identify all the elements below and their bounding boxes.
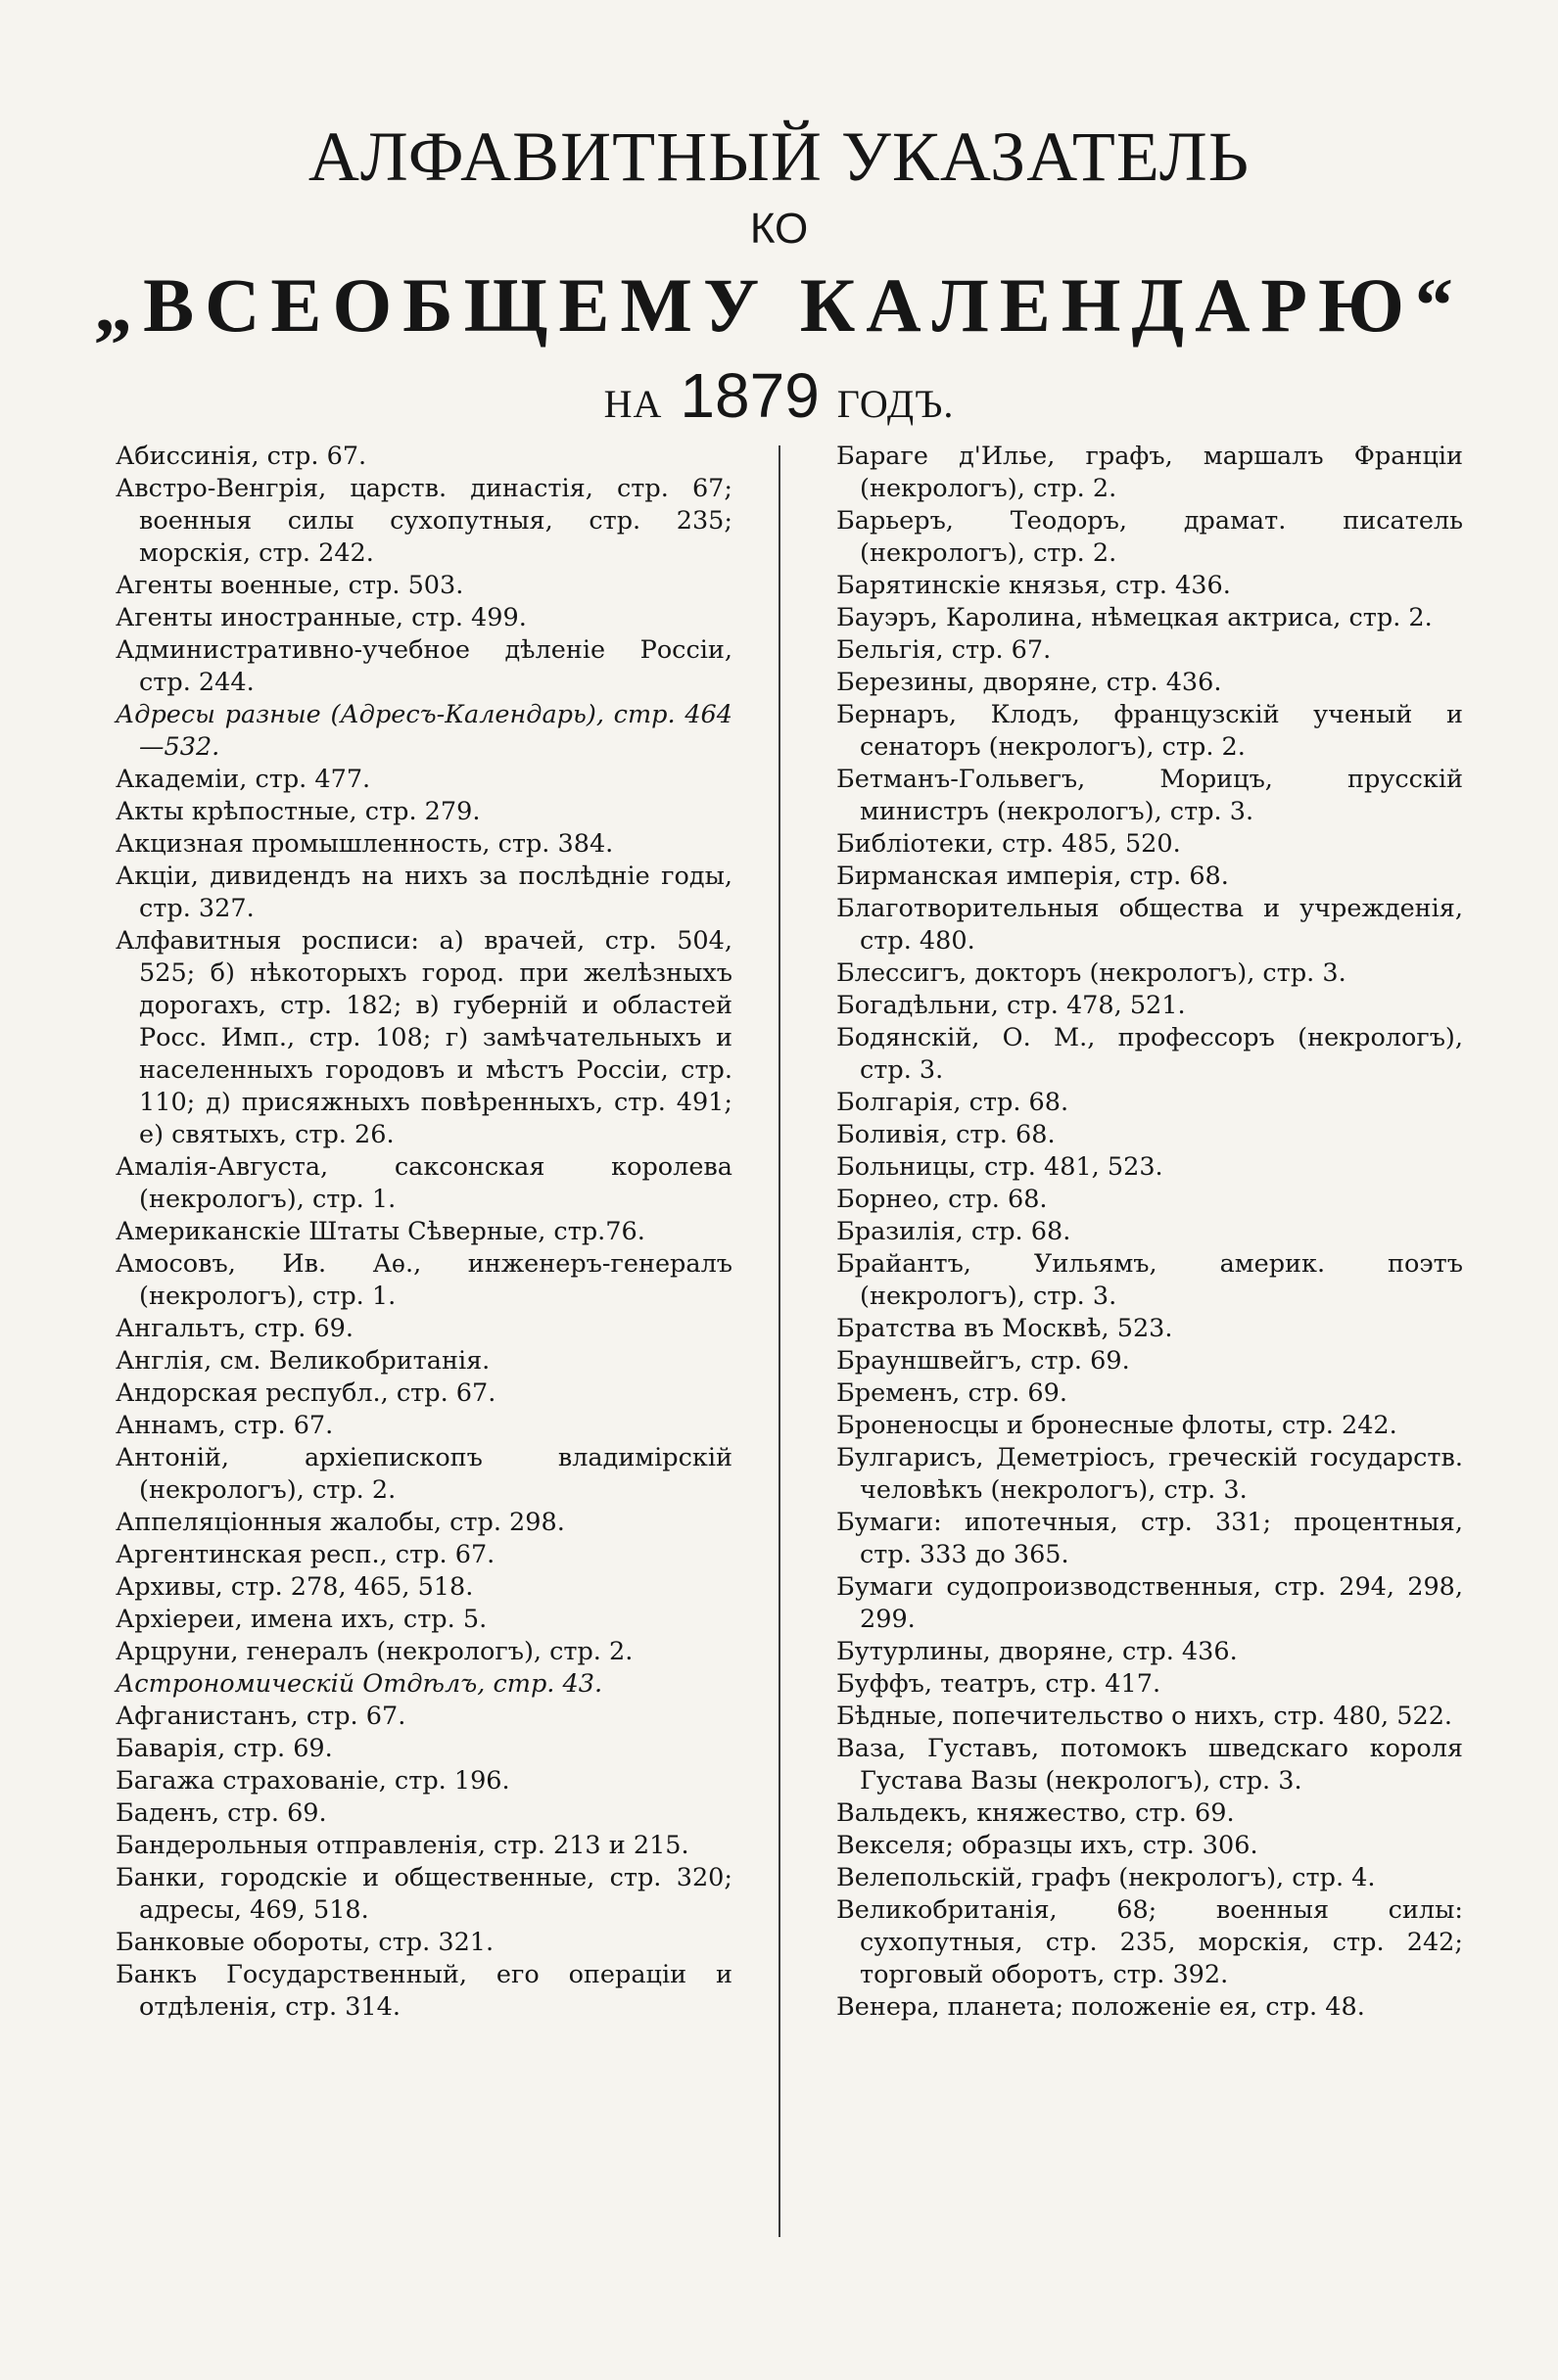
column-divider	[779, 445, 780, 2237]
index-entry: Бумаги судопроизводственныя, стр. 294, 298, 299.	[836, 1572, 1463, 1634]
index-entry: Братства въ Москвѣ, 523.	[836, 1314, 1173, 1343]
index-entry: Австро-Венгрія, царств. династія, стр. 67; военныя силы сухопутныя, стр. 235; морскія, стр. 242.	[116, 474, 732, 568]
index-entry: Барьеръ, Теодоръ, драмат. писатель (некрологъ), стр. 2.	[836, 506, 1463, 568]
index-entry: Бутурлины, дворяне, стр. 436.	[836, 1637, 1238, 1666]
index-entry: Акты крѣпостные, стр. 279.	[116, 797, 481, 826]
index-entry: Брайантъ, Уильямъ, америк. поэтъ (некрологъ), стр. 3.	[836, 1249, 1463, 1311]
index-entry: Бирманская имперія, стр. 68.	[836, 862, 1229, 891]
index-entry: Ваза, Густавъ, потомокъ шведскаго короля Густава Вазы (некрологъ), стр. 3.	[836, 1734, 1463, 1796]
index-title: АЛФАВИТНЫЙ УКАЗАТЕЛЬ	[307, 117, 1251, 196]
index-entry: Вальдекъ, княжество, стр. 69.	[836, 1798, 1235, 1828]
index-entry: Бетманъ-Гольвегъ, Морицъ, прусскій министръ (некрологъ), стр. 3.	[836, 765, 1463, 826]
index-entry: Библіотеки, стр. 485, 520.	[836, 829, 1181, 859]
left-column	[116, 441, 732, 2024]
index-entry: Ангальтъ, стр. 69.	[116, 1314, 354, 1343]
index-entry: Аннамъ, стр. 67.	[116, 1411, 334, 1440]
index-entry: Бауэръ, Каролина, нѣмецкая актриса, стр. 2.	[836, 603, 1433, 632]
index-entry: Брауншвейгъ, стр. 69.	[836, 1346, 1130, 1376]
index-entry: Бельгія, стр. 67.	[836, 635, 1052, 665]
index-entry: Астрономическій Отдѣлъ, стр. 43.	[116, 1669, 603, 1699]
index-entry: Больницы, стр. 481, 523.	[836, 1152, 1163, 1182]
index-entry: Броненосцы и бронесные флоты, стр. 242.	[836, 1411, 1397, 1440]
index-entry: Амалія-Августа, саксонская королева (некрологъ), стр. 1.	[116, 1152, 732, 1214]
index-entry: Бернаръ, Клодъ, французскій ученый и сенаторъ (некрологъ), стр. 2.	[836, 700, 1463, 762]
index-entry: Алфавитныя росписи: а) врачей, стр. 504, 525; б) нѣкоторыхъ город. при желѣзныхъ дорогахъ, стр. 182; в) губерній и областей Росс. Имп., стр. 108; г) замѣчательныхъ и населенныхъ городовъ и мѣстъ Россіи, стр. 110; д) присяжныхъ повѣренныхъ, стр. 491; е) святыхъ, стр. 26.	[116, 926, 732, 1149]
year-number: 1879	[680, 360, 820, 431]
index-entry: Архіереи, имена ихъ, стр. 5.	[116, 1605, 488, 1634]
index-entry: Великобританія, 68; военныя силы: сухопутныя, стр. 235, морскія, стр. 242; торговый оборотъ, стр. 392.	[836, 1895, 1463, 1989]
index-entry: Адресы разные (Адресъ-Календарь), стр. 464—532.	[116, 700, 732, 762]
index-entry: Баденъ, стр. 69.	[116, 1798, 327, 1828]
right-column	[836, 441, 1463, 2024]
index-entry: Аргентинская респ., стр. 67.	[116, 1540, 496, 1569]
index-entry: Багажа страхованіе, стр. 196.	[116, 1766, 510, 1796]
index-entry: Богадѣльни, стр. 478, 521.	[836, 991, 1186, 1020]
index-entry: Боливія, стр. 68.	[836, 1120, 1056, 1149]
index-entry: Антоній, архіепископъ владимірскій (некрологъ), стр. 2.	[116, 1443, 732, 1505]
calendar-title: „ВСЕОБЩЕМУ КАЛЕНДАРЮ“	[94, 262, 1464, 348]
index-entry: Бременъ, стр. 69.	[836, 1378, 1067, 1408]
index-entry: Академіи, стр. 477.	[116, 765, 371, 794]
index-entry: Акціи, дивидендъ на нихъ за послѣдніе годы, стр. 327.	[116, 862, 732, 923]
index-entry: Бразилія, стр. 68.	[836, 1217, 1071, 1246]
index-entry: Благотворительныя общества и учрежденія, стр. 480.	[836, 894, 1463, 956]
index-entry: Административно-учебное дѣленіе Россіи, стр. 244.	[116, 635, 732, 697]
index-entry: Векселя; образцы ихъ, стр. 306.	[836, 1831, 1258, 1860]
index-entry: Банкъ Государственный, его операціи и отдѣленія, стр. 314.	[116, 1960, 732, 2022]
index-entry: Бандерольныя отправленія, стр. 213 и 215.	[116, 1831, 689, 1860]
index-entry: Баварія, стр. 69.	[116, 1734, 333, 1763]
index-entry: Березины, дворяне, стр. 436.	[836, 668, 1222, 697]
index-entry: Венера, планета; положеніе ея, стр. 48.	[836, 1992, 1365, 2022]
index-entry: Бараге д'Илье, графъ, маршалъ Франціи (некрологъ), стр. 2.	[836, 442, 1463, 503]
index-entry: Агенты иностранные, стр. 499.	[116, 603, 527, 632]
index-entry: Блессигъ, докторъ (некрологъ), стр. 3.	[836, 958, 1346, 988]
index-entry: Афганистанъ, стр. 67.	[116, 1702, 406, 1731]
index-entry: Аппеляціонныя жалобы, стр. 298.	[116, 1508, 565, 1537]
index-entry: Буффъ, театръ, стр. 417.	[836, 1669, 1161, 1699]
index-entry: Бумаги: ипотечныя, стр. 331; процентныя, стр. 333 до 365.	[836, 1508, 1463, 1569]
index-entry: Бодянскій, О. М., профессоръ (некрологъ), стр. 3.	[836, 1023, 1463, 1085]
year-prefix: НА	[603, 382, 663, 426]
index-entry: Американскіе Штаты Сѣверные, стр.76.	[116, 1217, 645, 1246]
index-entry: Архивы, стр. 278, 465, 518.	[116, 1572, 474, 1602]
index-entry: Болгарія, стр. 68.	[836, 1088, 1069, 1117]
index-entry: Бѣдные, попечительство о нихъ, стр. 480, 522.	[836, 1702, 1453, 1731]
index-entry: Акцизная промышленность, стр. 384.	[116, 829, 614, 859]
index-entry: Борнео, стр. 68.	[836, 1185, 1048, 1214]
index-entry: Амосовъ, Ив. Аѳ., инженеръ-генералъ (некрологъ), стр. 1.	[116, 1249, 732, 1311]
index-entry: Банки, городскіе и общественные, стр. 320; адресы, 469, 518.	[116, 1863, 732, 1925]
year-suffix: ГОДЪ.	[836, 382, 955, 426]
index-entry: Булгарисъ, Деметріосъ, греческій государств. человѣкъ (некрологъ), стр. 3.	[836, 1443, 1463, 1505]
year-line	[0, 360, 1558, 448]
index-entry: Андорская республ., стр. 67.	[116, 1378, 496, 1408]
index-entry: Банковые обороты, стр. 321.	[116, 1928, 495, 1957]
index-entry: Агенты военные, стр. 503.	[116, 571, 464, 600]
index-entry: Англія, см. Великобританія.	[116, 1346, 491, 1376]
index-entry: Арцруни, генералъ (некрологъ), стр. 2.	[116, 1637, 634, 1666]
index-entry: Абиссинія, стр. 67.	[116, 442, 367, 471]
index-subtitle-ko: КО	[749, 205, 809, 253]
index-entry: Велепольскій, графъ (некрологъ), стр. 4.	[836, 1863, 1376, 1892]
index-entry: Барятинскіе князья, стр. 436.	[836, 571, 1231, 600]
